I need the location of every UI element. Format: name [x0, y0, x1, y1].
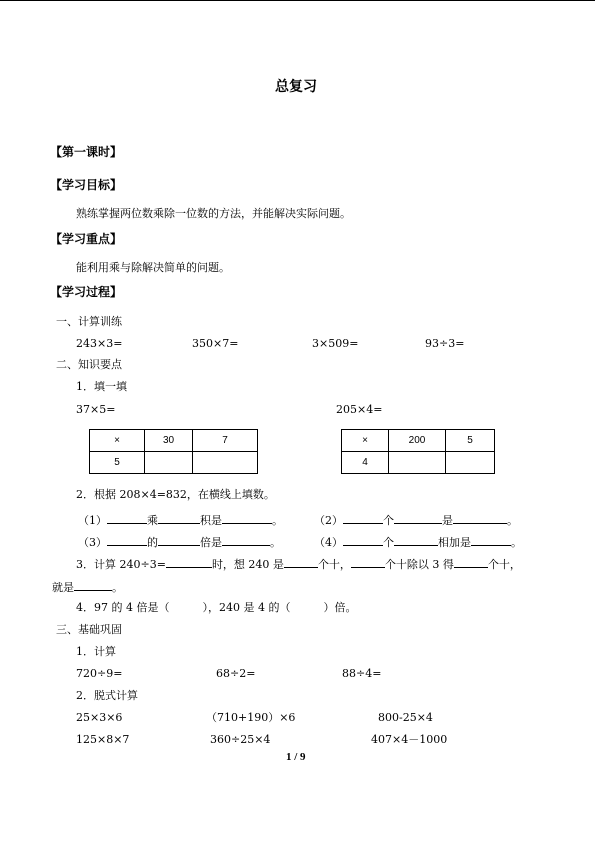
fill-blank[interactable]	[74, 579, 112, 591]
table-cell: 4	[342, 452, 389, 474]
calc-item: 88÷4=	[342, 667, 382, 680]
table-cell-blank	[446, 452, 495, 474]
part3-heading: 三、基础巩固	[56, 623, 122, 636]
calc-item: 720÷9=	[76, 667, 123, 680]
q2-label: 2．根据 208×4=832，在横线上填数。	[76, 488, 275, 501]
fill-blank[interactable]	[351, 556, 385, 568]
table-cell: ×	[342, 430, 389, 452]
fill-blank[interactable]	[343, 534, 383, 546]
page-title: 总复习	[275, 79, 317, 95]
q2-item-2: （2） 个 是 。	[314, 514, 518, 527]
expr-item: （710+190）×6	[206, 711, 296, 724]
table-cell: 7	[193, 430, 258, 452]
table-cell: 5	[446, 430, 495, 452]
q2-item-4: （4） 个 相加是 。	[314, 536, 522, 549]
page-number: 1 / 9	[286, 751, 306, 763]
top-rule	[0, 0, 595, 1]
calc-item: 68÷2=	[216, 667, 256, 680]
q1-left-expr: 37×5=	[76, 403, 116, 416]
table-cell: 5	[90, 452, 145, 474]
q3-line: 3．计算 240÷3= 时，想 240 是 个十， 个十除以 3 得 个十，	[76, 558, 521, 571]
expr-item: 125×8×7	[76, 733, 130, 746]
fill-blank[interactable]	[284, 556, 318, 568]
fill-blank[interactable]	[158, 534, 200, 546]
table-cell: 200	[389, 430, 446, 452]
table-cell: 30	[145, 430, 193, 452]
q4-text: 4．97 的 4 倍是（ ），240 是 4 的（ ）倍。	[76, 601, 357, 614]
multiplication-table-right	[341, 429, 495, 474]
fill-blank[interactable]	[394, 512, 442, 524]
q2-item-3: （3） 的 倍是 。	[78, 536, 281, 549]
section-focus: 【学习重点】	[50, 232, 123, 246]
part2-heading: 二、知识要点	[56, 358, 122, 371]
table-cell-blank	[389, 452, 446, 474]
fill-blank[interactable]	[343, 512, 383, 524]
expr-item: 407×4－1000	[371, 733, 448, 746]
expr-item: 800-25×4	[378, 711, 433, 724]
fill-blank[interactable]	[453, 512, 507, 524]
table-cell-blank	[145, 452, 193, 474]
focus-text: 能利用乘与除解决简单的问题。	[76, 261, 230, 274]
calc-item: 243×3=	[76, 337, 123, 350]
expr-item: 360÷25×4	[210, 733, 271, 746]
fill-blank[interactable]	[158, 512, 200, 524]
q1-label: 1．填一填	[76, 380, 127, 393]
fill-blank[interactable]	[166, 556, 212, 568]
fill-blank[interactable]	[222, 512, 272, 524]
fill-blank[interactable]	[394, 534, 438, 546]
section-goal: 【学习目标】	[50, 178, 123, 192]
table-cell: ×	[90, 430, 145, 452]
part1-heading: 一、计算训练	[56, 315, 122, 328]
fill-blank[interactable]	[107, 534, 147, 546]
q3-line-2: 就是 。	[52, 581, 123, 594]
multiplication-table-left	[89, 429, 258, 474]
table-cell-blank	[193, 452, 258, 474]
section-lesson: 【第一课时】	[50, 145, 123, 159]
p3-q2-label: 2．脱式计算	[76, 689, 138, 702]
section-process: 【学习过程】	[50, 285, 123, 299]
calc-item: 350×7=	[192, 337, 239, 350]
p3-q1-label: 1．计算	[76, 645, 116, 658]
q1-right-expr: 205×4=	[336, 403, 383, 416]
fill-blank[interactable]	[222, 534, 270, 546]
fill-blank[interactable]	[471, 534, 511, 546]
fill-blank[interactable]	[107, 512, 147, 524]
calc-item: 93÷3=	[425, 337, 465, 350]
fill-blank[interactable]	[454, 556, 488, 568]
q2-item-1: （1） 乘 积是 。	[78, 514, 283, 527]
calc-item: 3×509=	[312, 337, 359, 350]
expr-item: 25×3×6	[76, 711, 123, 724]
goal-text: 熟练掌握两位数乘除一位数的方法，并能解决实际问题。	[76, 207, 351, 220]
